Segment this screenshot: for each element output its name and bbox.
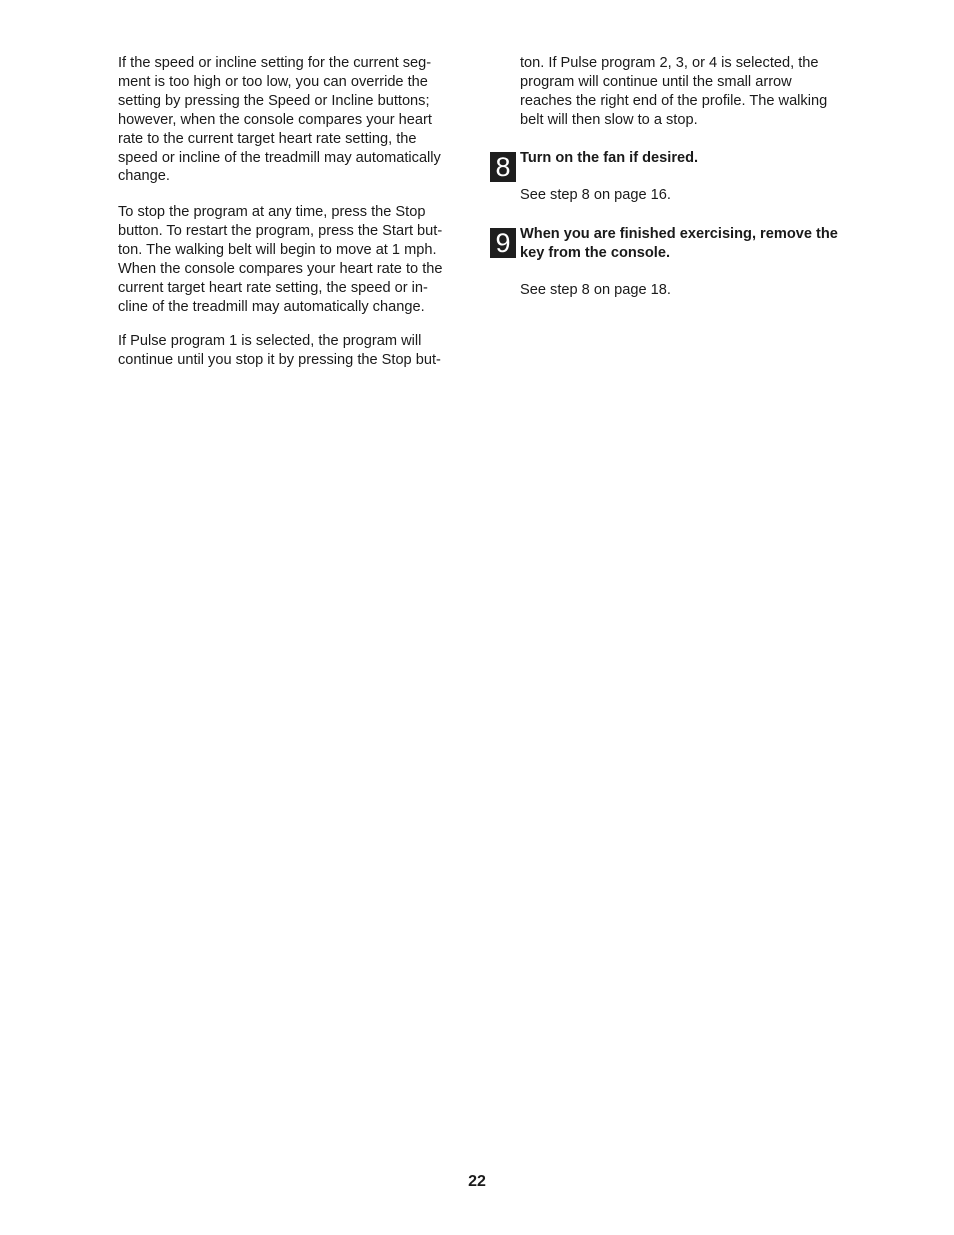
step-9-body: See step 8 on page 18. bbox=[520, 282, 671, 298]
step-8-heading: Turn on the fan if desired. bbox=[520, 150, 699, 166]
step-9-number-badge: 9 bbox=[490, 228, 516, 258]
pulse-program-continuation-paragraph: ton. If Pulse program 2, 3, or 4 is selected, the program will continue until the small arrow reaches the right end of the profile. The walking belt will then slow to a stop. bbox=[520, 55, 828, 128]
stop-program-paragraph: To stop the program at any time, press the Stop button. To restart the program, press the Start but- ton. The walking belt will begin to move at 1 mph. When the console compares your heart rate to the current target heart rate setting, the speed or in- cline of the treadmill may automatically change. bbox=[118, 204, 443, 315]
override-setting-paragraph: If the speed or incline setting for the current seg- ment is too high or too low, you can override the setting by pressing the Speed or Incline buttons; however, when the console compares your heart rate to the current target heart rate setting, the speed or incline of the treadmill may automatically change. bbox=[118, 55, 441, 185]
pulse-program-paragraph: If Pulse program 1 is selected, the program will continue until you stop it by pressing the Stop but- bbox=[118, 333, 441, 368]
page-number: 22 bbox=[468, 1173, 486, 1190]
step-9-heading: When you are finished exercising, remove the key from the console. bbox=[520, 226, 838, 261]
step-8-number-badge: 8 bbox=[490, 152, 516, 182]
step-8-body: See step 8 on page 16. bbox=[520, 187, 671, 203]
